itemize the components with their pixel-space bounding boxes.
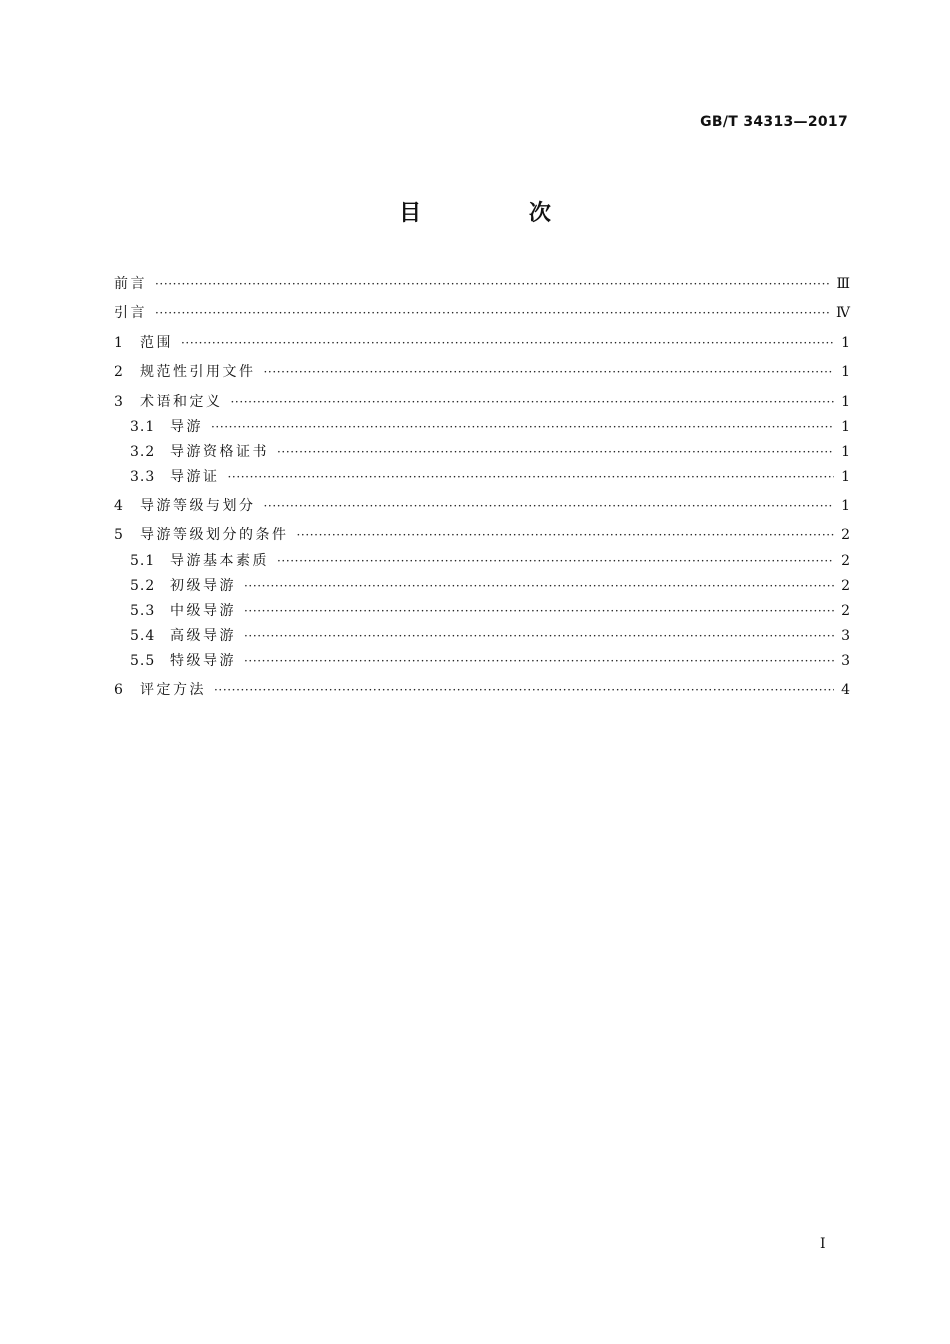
toc-entry[interactable]	[114, 329, 850, 358]
toc-entry[interactable]	[114, 299, 850, 328]
toc-entry-page: 1	[841, 334, 850, 351]
standard-number: GB/T 34313—2017	[700, 114, 848, 130]
dot-leader	[244, 651, 834, 671]
toc-entry-number: 1	[114, 334, 124, 351]
dot-leader	[244, 601, 834, 621]
toc-entry-label: 特级导游	[170, 652, 236, 669]
toc-entry-number: 5.5	[130, 652, 156, 669]
dot-leader	[277, 551, 834, 571]
toc-entry-page: 3	[841, 627, 850, 644]
toc-entry[interactable]	[114, 270, 850, 299]
toc-entry[interactable]	[114, 576, 850, 601]
toc-entry-page: Ⅲ	[836, 276, 850, 292]
toc-entry-page: 2	[841, 577, 850, 594]
toc-entry[interactable]	[114, 417, 850, 442]
toc-entry-page: 3	[841, 652, 850, 669]
toc-entry-number: 5.4	[130, 627, 156, 644]
toc-entry-label: 高级导游	[170, 627, 236, 644]
toc-entry-label: 术语和定义	[140, 393, 223, 410]
dot-leader	[244, 626, 834, 646]
toc-entry[interactable]	[114, 358, 850, 387]
toc-entry-label: 规范性引用文件	[140, 364, 256, 381]
toc-entry-label: 前言	[114, 276, 147, 292]
toc-entry[interactable]	[114, 388, 850, 417]
dot-leader	[264, 496, 835, 516]
toc-entry-page: 2	[841, 602, 850, 619]
toc-entry-number: 4	[114, 497, 124, 514]
toc-entry-label: 范围	[140, 334, 173, 351]
toc-entry[interactable]	[114, 521, 850, 550]
dot-leader	[211, 417, 834, 437]
toc-entry-label: 初级导游	[170, 577, 236, 594]
toc-entry[interactable]	[114, 601, 850, 626]
toc-entry-label: 导游等级与划分	[140, 497, 256, 514]
toc-entry-number: 5.2	[130, 577, 156, 594]
dot-leader	[297, 525, 835, 545]
table-of-contents	[114, 270, 850, 705]
toc-entry-label: 评定方法	[140, 681, 206, 698]
dot-leader	[181, 333, 834, 353]
toc-entry-page: 4	[841, 681, 850, 698]
toc-entry-number: 3	[114, 393, 124, 410]
toc-entry-number: 3.1	[130, 418, 156, 435]
dot-leader	[155, 274, 830, 294]
toc-entry-number: 3.2	[130, 443, 156, 460]
toc-entry-number: 5.1	[130, 552, 156, 569]
toc-entry-label: 导游资格证书	[170, 443, 269, 460]
toc-entry[interactable]	[114, 676, 850, 705]
toc-entry[interactable]	[114, 551, 850, 576]
toc-entry-page: 1	[841, 364, 850, 381]
toc-entry-label: 导游证	[170, 468, 220, 485]
toc-entry[interactable]	[114, 492, 850, 521]
toc-entry-number: 5	[114, 527, 124, 544]
toc-entry-page: 1	[841, 443, 850, 460]
dot-leader	[277, 442, 834, 462]
toc-entry-page: Ⅳ	[836, 305, 850, 322]
page-number: I	[820, 1236, 826, 1252]
dot-leader	[228, 467, 835, 487]
toc-entry-page: 1	[841, 393, 850, 410]
toc-entry-number: 3.3	[130, 468, 156, 485]
page-title: 目 次	[399, 201, 601, 226]
toc-entry-page: 1	[841, 418, 850, 435]
toc-entry[interactable]	[114, 467, 850, 492]
toc-entry-label: 引言	[114, 305, 147, 322]
dot-leader	[214, 680, 834, 700]
toc-entry-page: 1	[841, 468, 850, 485]
toc-entry-number: 2	[114, 364, 124, 381]
dot-leader	[231, 392, 835, 412]
toc-entry-label: 中级导游	[170, 602, 236, 619]
toc-entry[interactable]	[114, 442, 850, 467]
dot-leader	[244, 576, 834, 596]
toc-entry-page: 1	[841, 497, 850, 514]
dot-leader	[264, 362, 835, 382]
toc-entry[interactable]	[114, 651, 850, 676]
toc-entry-page: 2	[841, 527, 850, 544]
toc-entry-label: 导游等级划分的条件	[140, 527, 289, 544]
toc-entry-label: 导游	[170, 418, 203, 435]
toc-entry-label: 导游基本素质	[170, 552, 269, 569]
toc-entry-number: 6	[114, 681, 124, 698]
toc-entry-page: 2	[841, 552, 850, 569]
toc-entry-number: 5.3	[130, 602, 156, 619]
toc-entry[interactable]	[114, 626, 850, 651]
dot-leader	[155, 303, 830, 323]
